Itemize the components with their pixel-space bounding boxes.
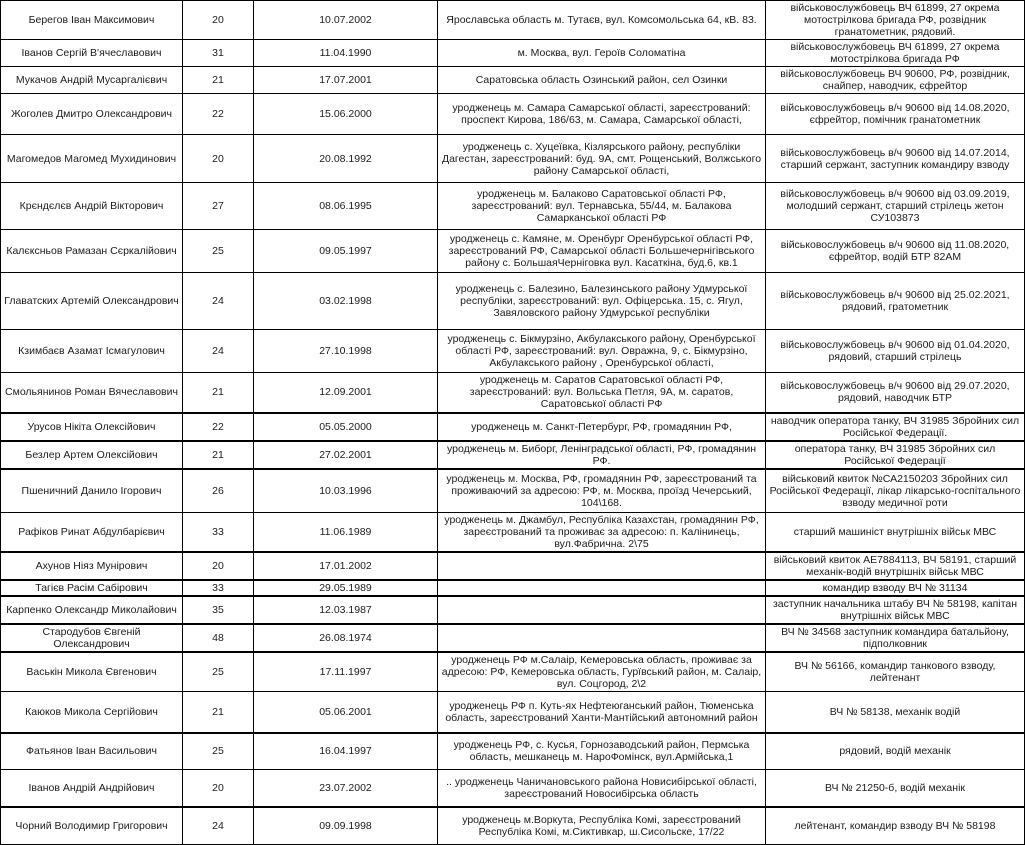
table-row	[1, 770, 1025, 807]
table-row	[1, 183, 1025, 230]
name-cell: Магомедов Магомед Мухидинович	[1, 135, 183, 183]
dob-cell: 23.07.2002	[254, 770, 438, 807]
name-cell: Кзимбаєв Азамат Ісмагулович	[1, 330, 183, 373]
name-cell: Берегов Іван Максимович	[1, 1, 183, 40]
dob-cell: 12.03.1987	[254, 596, 438, 624]
origin-cell	[438, 580, 766, 596]
name-cell: Іванов Андрій Андрійович	[1, 770, 183, 807]
service-cell: військовослужбовець в/ч 90600 від 01.04.2020, рядовий, старший стрілець	[766, 330, 1025, 373]
name-cell: Урусов Нікіта Олексійович	[1, 413, 183, 441]
origin-cell: уродженець РФ м.Салаір, Кемеровська область, проживає за адресою: РФ, Кемеровська область, Гурївський район, м. Салаір, вул. Соцгород, 2\2	[438, 652, 766, 692]
age-cell: 21	[183, 67, 254, 94]
origin-cell: уродженець РФ п. Куть-ях Нефтеюганський район, Тюменська область, зареєстрований Ханти-Мантійський автономний район	[438, 692, 766, 733]
name-cell: Безлер Артем Олексійович	[1, 441, 183, 469]
origin-cell: Саратовська область Озинський район, сел Озинки	[438, 67, 766, 94]
age-cell: 25	[183, 652, 254, 692]
origin-cell: уродженець м. Джамбул, Республіка Казахстан, громадянин РФ, зареєстрований та проживає за адресою: п. Калінинець, вул.Фабрична. 2\75	[438, 513, 766, 553]
table-row	[1, 1, 1025, 40]
table-row	[1, 40, 1025, 67]
age-cell: 33	[183, 580, 254, 596]
origin-cell	[438, 624, 766, 652]
service-cell: ВЧ № 56166, командир танкового взводу, лейтенант	[766, 652, 1025, 692]
table-row	[1, 733, 1025, 770]
name-cell: Стародубов Євгеній Олександрович	[1, 624, 183, 652]
service-cell: старший машиніст внутрішніх військ МВС	[766, 513, 1025, 553]
dob-cell: 08.06.1995	[254, 183, 438, 230]
origin-cell: .. уродженець Чаничановського района Новисибірської області, зареєстрований Новосибірська область	[438, 770, 766, 807]
table-row	[1, 692, 1025, 733]
age-cell: 31	[183, 40, 254, 67]
dob-cell: 10.03.1996	[254, 469, 438, 513]
origin-cell: уродженець м. Самара Самарської області, зареєстрований: проспект Кирова, 186/63, м. Самара, Самарської області,	[438, 94, 766, 135]
table-row	[1, 652, 1025, 692]
service-cell: військовослужбовець в/ч 90600 від 14.08.2020, єфрейтор, помічник гранатометник	[766, 94, 1025, 135]
name-cell: Карпенко Олександр Миколайович	[1, 596, 183, 624]
origin-cell: уродженець с. Балезино, Балезинського району Удмурської республіки, зареєстрований: вул. Офіцерська. 15, с. Ягул, Завяловского району Удмурської республіки	[438, 273, 766, 330]
dob-cell: 17.01.2002	[254, 552, 438, 580]
dob-cell: 05.06.2001	[254, 692, 438, 733]
age-cell: 24	[183, 330, 254, 373]
name-cell: Рафіков Ринат Абдулбарієвич	[1, 513, 183, 553]
name-cell: Чорний Володимир Григорович	[1, 807, 183, 845]
dob-cell: 27.02.2001	[254, 441, 438, 469]
service-cell: військовослужбовець в/ч 90600 від 03.09.2019, молодший сержант, старший стрілець жетон СУ103873	[766, 183, 1025, 230]
age-cell: 24	[183, 807, 254, 845]
service-cell: рядовий, водій механік	[766, 733, 1025, 770]
age-cell: 20	[183, 135, 254, 183]
age-cell: 25	[183, 733, 254, 770]
age-cell: 27	[183, 183, 254, 230]
age-cell: 25	[183, 230, 254, 273]
dob-cell: 11.04.1990	[254, 40, 438, 67]
table-row	[1, 373, 1025, 413]
service-cell: ВЧ № 34568 заступник командира батальйону, підполковник	[766, 624, 1025, 652]
service-cell: військовий квиток АЕ7884113, ВЧ 58191, старший механік-водій внутрішніх військ МВС	[766, 552, 1025, 580]
name-cell: Каюков Микола Сергійович	[1, 692, 183, 733]
service-cell: військовослужбовець в/ч 90600 від 25.02.2021, рядовий, гратометник	[766, 273, 1025, 330]
service-cell: ВЧ № 21250-б, водій механік	[766, 770, 1025, 807]
service-cell: військовослужбовець в/ч 90600 від 11.08.2020, єфрейтор, водій БТР 82АМ	[766, 230, 1025, 273]
name-cell: Фатьянов Іван Васильович	[1, 733, 183, 770]
age-cell: 22	[183, 94, 254, 135]
dob-cell: 17.07.2001	[254, 67, 438, 94]
origin-cell: уродженець м. Биборг, Ленінградської області, РФ, громадянин РФ.	[438, 441, 766, 469]
age-cell: 26	[183, 469, 254, 513]
origin-cell: уродженець м. Саратов Саратовської області РФ, зареєстрований: вул. Вольська Петля, 9А, м. саратов, Саратовської області РФ	[438, 373, 766, 413]
table-row	[1, 807, 1025, 845]
origin-cell: уродженець м. Санкт-Петербург, РФ, громадянин РФ,	[438, 413, 766, 441]
service-cell: військовослужбовець ВЧ 61899, 27 окрема мотострілкова бригада РФ, розвідник гранатометник, рядовий.	[766, 1, 1025, 40]
table-row	[1, 596, 1025, 624]
service-cell: лейтенант, командир взводу ВЧ № 58198	[766, 807, 1025, 845]
name-cell: Главатских Артемій Олександрович	[1, 273, 183, 330]
service-cell: командир взводу ВЧ № 31134	[766, 580, 1025, 596]
dob-cell: 03.02.1998	[254, 273, 438, 330]
name-cell: Крєндєлєв Андрій Вікторович	[1, 183, 183, 230]
name-cell: Васькін Микола Євгенович	[1, 652, 183, 692]
service-cell: ВЧ № 58138, механік водій	[766, 692, 1025, 733]
origin-cell: Ярославська область м. Тутаєв, вул. Комсомольська 64, кВ. 83.	[438, 1, 766, 40]
dob-cell: 15.06.2000	[254, 94, 438, 135]
service-cell: заступник начальника штабу ВЧ № 58198, капітан внутрішніх військ МВС	[766, 596, 1025, 624]
origin-cell	[438, 596, 766, 624]
origin-cell: уродженець РФ, с. Кусья, Горнозаводський район, Пермська область, мешканець м. НароФомінск, вул.Армійська,1	[438, 733, 766, 770]
service-cell: наводчик оператора танку, ВЧ 31985 Збройних сил Російської Федерації.	[766, 413, 1025, 441]
table-row	[1, 135, 1025, 183]
dob-cell: 16.04.1997	[254, 733, 438, 770]
origin-cell: уродженець м. Москва, РФ, громадянин РФ, зареєстрований та проживаючий за адресою: РФ, м. Москва, проїзд Чечерський, 104\168.	[438, 469, 766, 513]
table-row	[1, 513, 1025, 553]
age-cell: 24	[183, 273, 254, 330]
origin-cell: уродженець с. Бікмурзіно, Акбулакського району, Оренбурської області РФ, зареєстрований: вул. Овражна, 9, с. Бікмурзіно, Акбулакського району , Оренбурської області,	[438, 330, 766, 373]
service-cell: оператора танку, ВЧ 31985 Збройних сил Російської Федерації	[766, 441, 1025, 469]
table-row	[1, 552, 1025, 580]
name-cell: Смольянинов Роман Вячеславович	[1, 373, 183, 413]
dob-cell: 05.05.2000	[254, 413, 438, 441]
personnel-table-body	[1, 1, 1025, 845]
age-cell: 20	[183, 1, 254, 40]
service-cell: військовослужбовець ВЧ 61899, 27 окрема мотострілкова бригада РФ	[766, 40, 1025, 67]
table-row	[1, 624, 1025, 652]
name-cell: Калєксньов Рамазан Сєркалійович	[1, 230, 183, 273]
origin-cell: уродженець м.Воркута, Республіка Комі, зареєстрований Республіка Комі, м.Сиктивкар, ш.Сисольске, 17/22	[438, 807, 766, 845]
table-row	[1, 94, 1025, 135]
origin-cell: уродженець м. Балаково Саратовської області РФ, зареєстрований: вул. Тернавська, 55/44, м. Балакова Самарканської області РФ	[438, 183, 766, 230]
name-cell: Тагієв Расім Сабірович	[1, 580, 183, 596]
name-cell: Жоголев Дмитро Олександрович	[1, 94, 183, 135]
service-cell: військовослужбовець ВЧ 90600, РФ, розвідник, снайпер, наводчик, єфрейтор	[766, 67, 1025, 94]
dob-cell: 27.10.1998	[254, 330, 438, 373]
origin-cell: м. Москва, вул. Героїв Соломатіна	[438, 40, 766, 67]
table-row	[1, 413, 1025, 441]
table-row	[1, 441, 1025, 469]
age-cell: 20	[183, 552, 254, 580]
dob-cell: 26.08.1974	[254, 624, 438, 652]
table-row	[1, 273, 1025, 330]
name-cell: Ахунов Ніяз Мунірович	[1, 552, 183, 580]
table-row	[1, 580, 1025, 596]
service-cell: військовослужбовець в/ч 90600 від 14.07.2014, старший сержант, заступник командиру взводу	[766, 135, 1025, 183]
origin-cell	[438, 552, 766, 580]
dob-cell: 29.05.1989	[254, 580, 438, 596]
dob-cell: 09.09.1998	[254, 807, 438, 845]
age-cell: 21	[183, 692, 254, 733]
dob-cell: 17.11.1997	[254, 652, 438, 692]
table-row	[1, 469, 1025, 513]
age-cell: 35	[183, 596, 254, 624]
table-row	[1, 67, 1025, 94]
dob-cell: 09.05.1997	[254, 230, 438, 273]
name-cell: Мукачов Андрій Мусаргалієвич	[1, 67, 183, 94]
service-cell: військовослужбовець в/ч 90600 від 29.07.2020, рядовий, наводчик БТР	[766, 373, 1025, 413]
dob-cell: 12.09.2001	[254, 373, 438, 413]
age-cell: 21	[183, 373, 254, 413]
dob-cell: 20.08.1992	[254, 135, 438, 183]
name-cell: Пшеничний Данило Ігорович	[1, 469, 183, 513]
origin-cell: уродженець с. Камяне, м. Оренбург Оренбурської області РФ, зареєстрований РФ, Самарської області Большечернігівського району с. БольшаяЧерніговка вул. Касаткіна, буд.6, кв.1	[438, 230, 766, 273]
origin-cell: уродженець с. Хуцеївка, Кізлярського району, республіки Дагестан, зареєстрований: буд. 9А, смт. Рощенський, Волжського району Самарської області,	[438, 135, 766, 183]
age-cell: 21	[183, 441, 254, 469]
dob-cell: 11.06.1989	[254, 513, 438, 553]
age-cell: 33	[183, 513, 254, 553]
age-cell: 20	[183, 770, 254, 807]
name-cell: Іванов Сергій В'ячеславович	[1, 40, 183, 67]
table-row	[1, 330, 1025, 373]
age-cell: 22	[183, 413, 254, 441]
dob-cell: 10.07.2002	[254, 1, 438, 40]
table-row	[1, 230, 1025, 273]
age-cell: 48	[183, 624, 254, 652]
service-cell: військовий квиток №СА2150203 Збройних сил Російської Федерації, лікар лікарсько-госпітального взводу медичної роти	[766, 469, 1025, 513]
